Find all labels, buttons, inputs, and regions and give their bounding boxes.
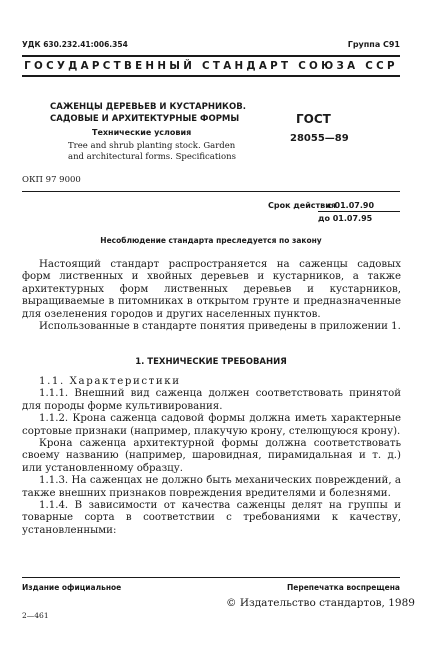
validity-label: Срок действия xyxy=(268,201,336,210)
state-standard-banner: ГОСУДАРСТВЕННЫЙ СТАНДАРТ СОЮЗА ССР xyxy=(24,60,398,72)
copyright-notice: © Издательство стандартов, 1989 xyxy=(226,597,415,609)
validity-from: с 01.07.90 xyxy=(327,201,375,210)
gost-number: 28055—89 xyxy=(290,133,349,144)
clause-1-1-2: 1.1.2. Крона саженца садовой формы должна иметь характерные сортовые признаки (например, плакучую крону, стелющуюся крону). xyxy=(22,413,401,437)
udc-code: УДК 630.232.41:006.354 xyxy=(22,40,128,49)
print-code: 2—461 xyxy=(22,611,49,620)
group-code: Группа С91 xyxy=(347,40,400,49)
reprint-notice: Перепечатка воспрещена xyxy=(286,583,400,592)
title-en-line2: and architectural forms. Specifications xyxy=(68,152,236,162)
header-rule-bottom xyxy=(22,75,400,77)
okp-code: ОКП 97 9000 xyxy=(22,175,81,185)
legal-warning: Несоблюдение стандарта преследуется по закону xyxy=(100,236,322,245)
section-text xyxy=(22,376,401,537)
gost-label: ГОСТ xyxy=(296,112,331,126)
header-rule-top xyxy=(22,55,400,57)
clause-1-1-1: 1.1.1. Внешний вид саженца должен соответствовать принятой для породы форме культивирования. xyxy=(22,388,401,412)
clause-1-1-3: 1.1.3. На саженцах не должно быть механических повреждений, а также внешних признаков повреждения вредителями и болезнями. xyxy=(22,475,401,499)
section-heading: 1. ТЕХНИЧЕСКИЕ ТРЕБОВАНИЯ xyxy=(135,357,287,367)
validity-rule xyxy=(318,211,400,212)
clause-1-1-4: 1.1.4. В зависимости от качества саженцы делят на группы и товарные сорта в соответствии с требованиями к качеству, установленными: xyxy=(22,500,401,536)
clause-1-1-2-note: Крона саженца архитектурной формы должна соответствовать своему названию (например, шаровидная, пирамидальная и т. д.) или установленному образцу. xyxy=(22,438,401,474)
official-edition-label: Издание официальное xyxy=(22,583,122,592)
intro-paragraph-1: Настоящий стандарт распространяется на саженцы садовых форм лиственных и хвойных деревьев и кустарников, а также архитектурных форм лиственных деревьев и кустарников, выращиваемые в питомниках в открытом грунте и предназначенные для озеленения городов и других населенных пунктов. xyxy=(22,259,401,320)
title-en-line1: Tree and shrub planting stock. Garden xyxy=(68,141,236,151)
intro-text xyxy=(22,259,401,333)
validity-to: до 01.07.95 xyxy=(318,214,373,223)
title-rule xyxy=(22,191,400,192)
title-ru-line2: САДОВЫЕ И АРХИТЕКТУРНЫЕ ФОРМЫ xyxy=(50,114,240,124)
title-ru-line1: САЖЕНЦЫ ДЕРЕВЬЕВ И КУСТАРНИКОВ. xyxy=(50,102,246,112)
intro-paragraph-2: Использованные в стандарте понятия приведены в приложении 1. xyxy=(39,321,401,333)
title-subtitle: Технические условия xyxy=(92,128,192,137)
clause-1-1: 1.1. Характеристики xyxy=(39,376,181,387)
footer-rule xyxy=(22,577,400,578)
